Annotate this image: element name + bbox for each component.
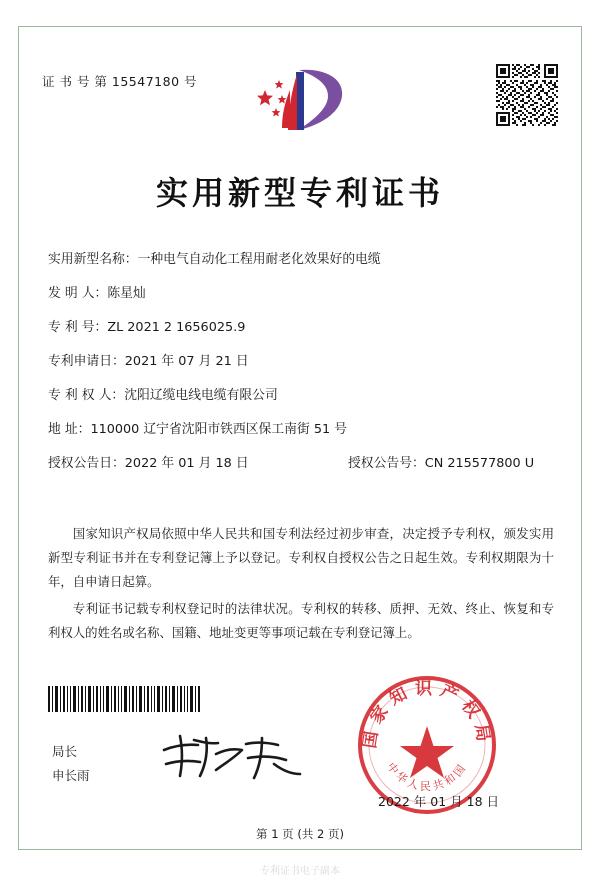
field-row: [48, 350, 552, 384]
paragraph: 专利证书记载专利权登记时的法律状况。专利权的转移、质押、无效、终止、恢复和专利权人的姓名或名称、国籍、地址变更等事项记载在专利登记簿上。: [48, 600, 554, 640]
barcode: [48, 686, 200, 712]
seal-date: 2022 年 01 月 18 日: [378, 794, 499, 809]
field-value: 110000 辽宁省沈阳市铁西区保工南街 51 号: [90, 422, 347, 437]
page-title: 实用新型专利证书: [155, 174, 444, 212]
field-row: [48, 384, 552, 418]
field-label: 发 明 人：: [48, 286, 108, 301]
grant-number-value: CN 215577800 U: [424, 456, 535, 471]
qr-code: [496, 64, 558, 126]
certificate-number: 证 书 号 第 15547180 号: [42, 74, 197, 89]
field-value: 沈阳辽缆电线电缆有限公司: [124, 388, 278, 403]
field-row: [48, 418, 552, 452]
field-value: 陈星灿: [107, 286, 146, 301]
field-label: 实用新型名称：: [48, 252, 138, 267]
field-value: ZL 2021 2 1656025.9: [107, 320, 246, 335]
fields-list: [48, 248, 552, 486]
page-footer: 第 1 页 (共 2 页): [256, 827, 344, 841]
paragraph: 国家知识产权局依照中华人民共和国专利法经过初步审查，决定授予专利权，颁发实用新型专利证书并在专利登记簿上予以登记。专利权自授权公告之日起生效。专利权期限为十年，自申请日起算。: [48, 526, 554, 590]
signatory-title: 局长: [52, 744, 78, 759]
field-label: 专 利 号：: [48, 320, 108, 335]
signatory-name: 申长雨: [52, 767, 90, 783]
cnipa-logo-icon: [252, 62, 348, 140]
grant-date-value: 2022 年 01 月 18 日: [124, 456, 249, 471]
faint-watermark-text: 专利证书电子副本: [260, 866, 340, 877]
field-row: [48, 316, 552, 350]
field-row: [48, 248, 552, 282]
field-label: 专利申请日：: [48, 354, 125, 369]
handwritten-signature-icon: [158, 730, 308, 788]
field-value: 2021 年 07 月 21 日: [124, 354, 249, 369]
field-label: 专 利 权 人：: [48, 388, 125, 403]
field-row: [48, 282, 552, 316]
svg-text:中华人民共和国: 中华人民共和国: [384, 760, 470, 793]
field-value: 一种电气自动化工程用耐老化效果好的电缆: [137, 252, 381, 267]
field-label: 地 址：: [48, 422, 91, 437]
field-row-grant: [48, 452, 552, 486]
grant-number-group: [348, 452, 534, 471]
grant-date-label: 授权公告日：: [48, 456, 125, 471]
grant-number-label: 授权公告号：: [348, 456, 425, 471]
svg-text:国家知识产权局: 国家知识产权局: [359, 679, 495, 750]
legal-text: [48, 522, 554, 647]
signatory-block: [52, 740, 90, 788]
